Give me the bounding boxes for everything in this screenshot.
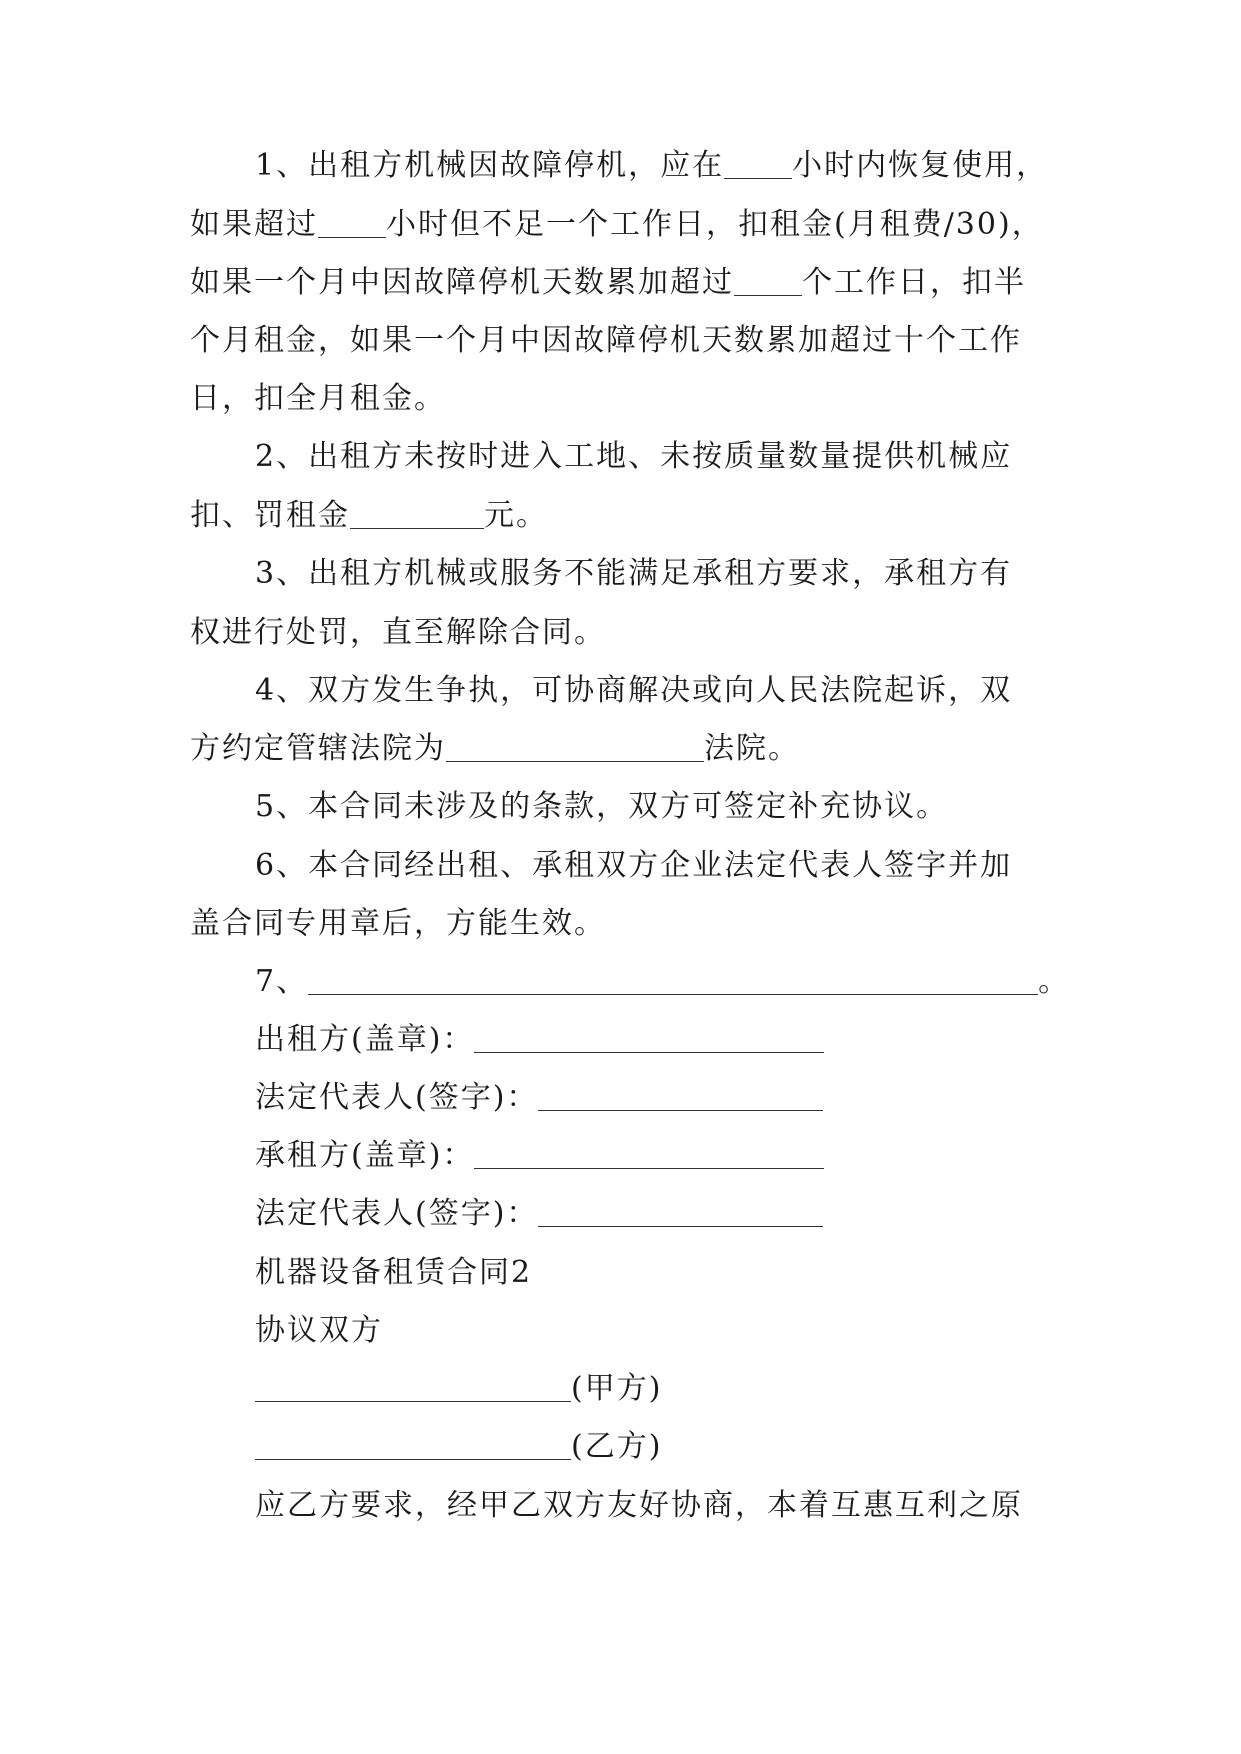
- text-line: [0, 1127, 1241, 1185]
- text-segment: 盖合同专用章后，方能生效。: [190, 906, 606, 941]
- fill-in-blank[interactable]: [350, 498, 484, 529]
- text-line: [0, 837, 1241, 895]
- text-line: [0, 137, 1241, 195]
- text-segment: 方约定管辖法院为: [190, 731, 446, 766]
- text-segment: 个月租金，如果一个月中因故障停机天数累加超过十个工作: [190, 323, 1022, 358]
- text-segment: (乙方): [571, 1429, 663, 1464]
- text-line: [0, 1244, 1241, 1302]
- text-segment: (甲方): [571, 1371, 663, 1406]
- fill-in-blank[interactable]: [538, 1080, 823, 1111]
- text-line: [0, 953, 1241, 1011]
- fill-in-blank[interactable]: [734, 265, 802, 296]
- text-segment: 权进行处罚，直至解除合同。: [190, 615, 606, 650]
- text-line: [0, 1477, 1241, 1535]
- text-line: [0, 604, 1241, 662]
- text-line: [0, 312, 1241, 370]
- fill-in-blank[interactable]: [255, 1371, 571, 1402]
- fill-in-blank[interactable]: [474, 1138, 824, 1169]
- fill-in-blank[interactable]: [255, 1429, 571, 1460]
- text-line: [0, 1360, 1241, 1418]
- text-segment: 个工作日，扣半: [802, 265, 1026, 300]
- text-line: [0, 1418, 1241, 1476]
- text-segment: 3、出租方机械或服务不能满足承租方要求，承租方有: [255, 556, 1013, 591]
- text-line: [0, 254, 1241, 312]
- text-line: [0, 370, 1241, 428]
- text-segment: 法定代表人(签字)：: [255, 1080, 539, 1115]
- fill-in-blank[interactable]: [308, 964, 1038, 995]
- text-line: [0, 778, 1241, 836]
- text-segment: 应乙方要求，经甲乙双方友好协商，本着互惠互利之原: [255, 1488, 1023, 1523]
- text-segment: 元。: [484, 498, 548, 533]
- text-line: [0, 196, 1241, 254]
- text-segment: 小时内恢复使用，: [792, 148, 1049, 183]
- text-segment: 如果一个月中因故障停机天数累加超过: [190, 265, 734, 300]
- text-segment: 1、出租方机械因故障停机，应在: [255, 148, 725, 183]
- text-line: [0, 720, 1241, 778]
- text-segment: 6、本合同经出租、承租双方企业法定代表人签字并加: [255, 848, 1013, 883]
- text-segment: 出租方(盖章)：: [255, 1022, 475, 1057]
- text-line: [0, 1302, 1241, 1360]
- text-segment: 小时但不足一个工作日，扣租金(月租费/30)，: [386, 207, 1044, 242]
- text-segment: 5、本合同未涉及的条款，双方可签定补充协议。: [255, 789, 949, 824]
- text-segment: 如果超过: [190, 207, 318, 242]
- text-segment: 4、双方发生争执，可协商解决或向人民法院起诉，双: [255, 673, 1013, 708]
- fill-in-blank[interactable]: [474, 1022, 824, 1053]
- text-line: [0, 545, 1241, 603]
- fill-in-blank[interactable]: [318, 207, 386, 238]
- text-segment: 2、出租方未按时进入工地、未按质量数量提供机械应: [255, 439, 1013, 474]
- text-line: [0, 1069, 1241, 1127]
- text-line: [0, 428, 1241, 486]
- text-segment: 协议双方: [255, 1313, 383, 1348]
- text-segment: 扣、罚租金: [190, 498, 350, 533]
- text-segment: 法定代表人(签字)：: [255, 1196, 539, 1231]
- text-segment: 。: [1038, 964, 1071, 999]
- text-line: [0, 662, 1241, 720]
- text-segment: 法院。: [704, 731, 800, 766]
- text-segment: 承租方(盖章)：: [255, 1138, 475, 1173]
- text-segment: 日，扣全月租金。: [190, 381, 446, 416]
- text-line: [0, 487, 1241, 545]
- fill-in-blank[interactable]: [538, 1196, 823, 1227]
- fill-in-blank[interactable]: [446, 731, 704, 762]
- text-segment: 机器设备租赁合同2: [255, 1255, 533, 1290]
- text-line: [0, 1185, 1241, 1243]
- text-segment: 7、: [255, 964, 309, 999]
- text-line: [0, 1011, 1241, 1069]
- text-line: [0, 895, 1241, 953]
- fill-in-blank[interactable]: [724, 148, 792, 179]
